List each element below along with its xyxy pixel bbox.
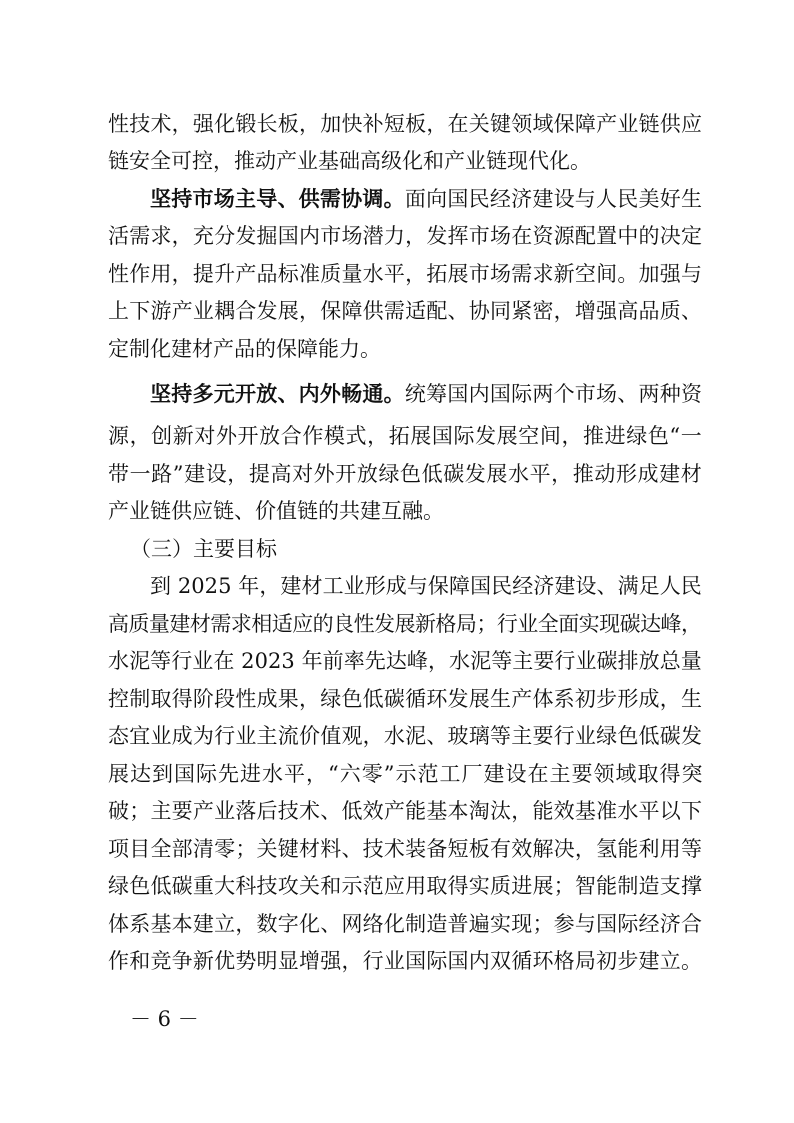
text-line: 展达到国际先进水平，“六零”示范工厂建设在主要领域取得突	[108, 762, 704, 786]
text-line: 作和竞争新优势明显增强，行业国际国内双循环格局初步建立。	[108, 949, 703, 973]
text-line: 体系基本建立，数字化、网络化制造普遍实现；参与国际经济合	[108, 912, 703, 936]
text-line: 控制取得阶段性成果，绿色低碳循环发展生产体系初步形成，生	[108, 687, 703, 711]
text-line: 产业链供应链、价值链的共建互融。	[108, 499, 444, 523]
text-line: 活需求，充分发掘国内市场潜力，发挥市场在资源配置中的决定	[108, 224, 703, 248]
text-line: 高质量建材需求相适应的良性发展新格局；行业全面实现碳达峰，	[108, 612, 702, 636]
text-line: 链安全可控，推动产业基础高级化和产业链现代化。	[108, 149, 591, 173]
text-line: 性技术，强化锻长板，加快补短板，在关键领域保障产业链供应	[108, 112, 703, 136]
bold-heading: 坚持市场主导、供需协调。	[150, 186, 405, 211]
text-line: 项目全部清零；关键材料、技术装备短板有效解决，氢能利用等	[108, 837, 703, 861]
text-line: 源，创新对外开放合作模式，拓展国际发展空间，推进绿色“一	[108, 424, 703, 448]
text-line: 定制化建材产品的保障能力。	[108, 337, 381, 361]
bold-heading: 坚持多元开放、内外畅通。	[150, 381, 405, 406]
text-line: 破；主要产业落后技术、低效产能基本淘汰，能效基准水平以下	[108, 799, 703, 823]
text-line: 到 2025 年，建材工业形成与保障国民经济建设、满足人民	[150, 574, 702, 598]
text-line: 坚持市场主导、供需协调。面向国民经济建设与人民美好生	[150, 186, 703, 211]
text-line: 坚持多元开放、内外畅通。统筹国内国际两个市场、两种资	[150, 381, 703, 406]
text-line: 态宜业成为行业主流价值观，水泥、玻璃等主要行业绿色低碳发	[108, 724, 703, 748]
text-line: 上下游产业耦合发展，保障供需适配、协同紧密，增强高品质、	[108, 299, 703, 323]
text-line: 绿色低碳重大科技攻关和示范应用取得实质进展；智能制造支撑	[108, 874, 703, 898]
text-line: 带一路”建设，提高对外开放绿色低碳发展水平，推动形成建材	[108, 462, 703, 486]
page-number: － 6 －	[130, 1007, 199, 1031]
section-heading: （三）主要目标	[130, 537, 277, 561]
text-line: 水泥等行业在 2023 年前率先达峰，水泥等主要行业碳排放总量	[108, 649, 702, 673]
text-line: 性作用，提升产品标准质量水平，拓展市场需求新空间。加强与	[108, 262, 703, 286]
